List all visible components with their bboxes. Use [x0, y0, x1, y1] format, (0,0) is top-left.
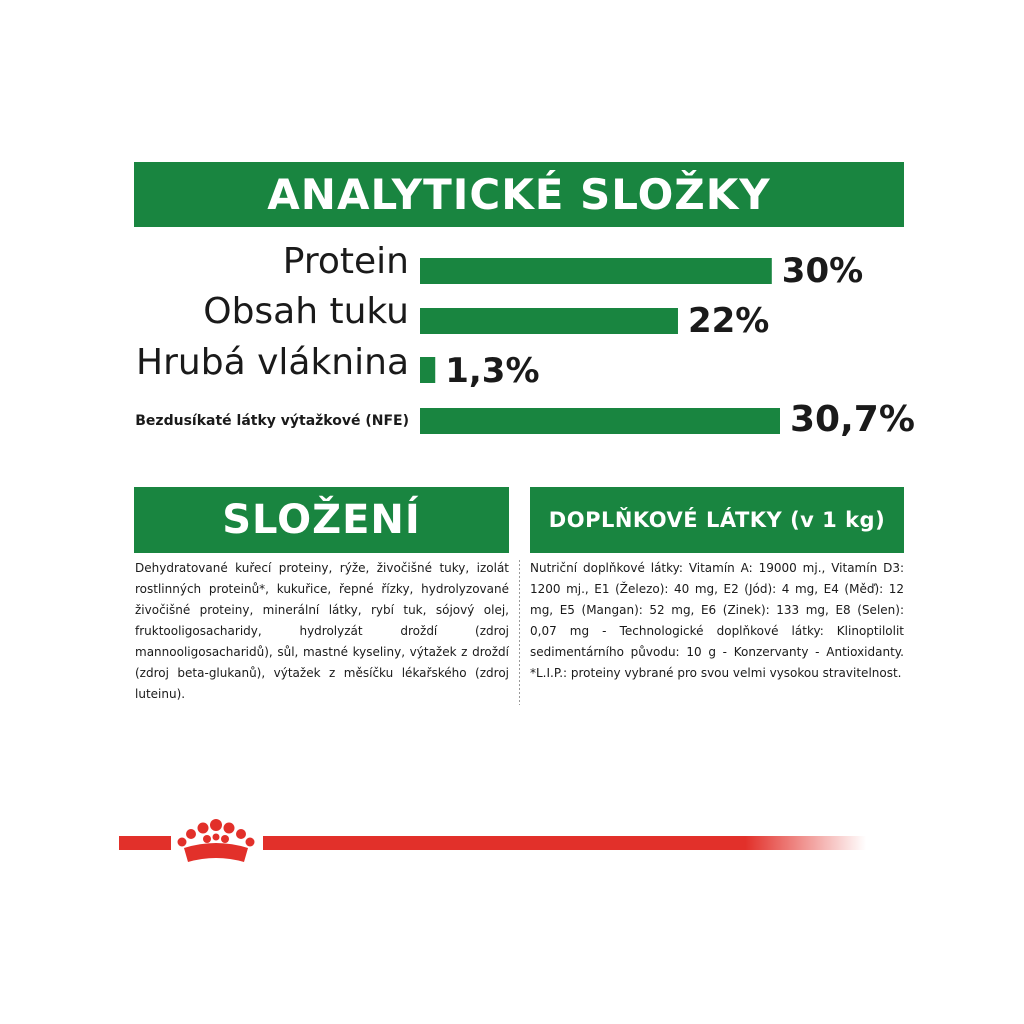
- category-label-2: Hrubá vláknina: [136, 342, 409, 383]
- composition-text: Dehydratované kuřecí proteiny, rýže, živočišné tuky, izolát rostlinných proteinů*, kukuřice, řepné řízky, hydrolyzované živočišné proteiny, minerální látky, rybí tuk, sójový olej, fruktooligosacharidy, hydrolyzát droždí (zdroj mannooligosacharidů), sůl, mastné kyseliny, výtažek z droždí (zdroj beta-glukanů), výtažek z měsíčku lékařského (zdroj luteinu).: [135, 561, 509, 701]
- category-label-3: Bezdusíkaté látky výtažkové (NFE): [135, 413, 409, 429]
- composition-title: SLOŽENÍ: [134, 487, 509, 553]
- value-label-1: 22%: [687, 301, 770, 341]
- analytical-components-title: ANALYTICKÉ SLOŽKY: [134, 162, 904, 227]
- royal-canin-crown-icon: [174, 818, 258, 864]
- bar-2: [420, 357, 435, 383]
- category-label-0: Protein: [282, 241, 409, 282]
- value-label-2: 1,3%: [445, 351, 540, 391]
- category-label-1: Obsah tuku: [203, 291, 409, 332]
- bar-0: [420, 258, 772, 284]
- bar-1: [420, 308, 678, 334]
- value-label-3: 30,7%: [790, 399, 915, 440]
- column-divider: [519, 560, 520, 705]
- additives-text: Nutriční doplňkové látky: Vitamín A: 19000 mj., Vitamín D3: 1200 mj., E1 (Železo): 40 mg, E2 (Jód): 4 mg, E4 (Měď): 12 mg, E5 (Mangan): 52 mg, E6 (Zinek): 133 mg, E8 (Selen): 0,07 mg - Technologické doplňkové látky: Klinoptilolit sedimentárního původu: 10 g - Konzervanty - Antioxidanty. *L.I.P.: proteiny vybrané pro svou velmi vysokou stravitelnost.: [530, 561, 904, 680]
- footer-red-line-left: [119, 836, 171, 850]
- footer-red-line-right: [263, 836, 866, 850]
- bar-3: [420, 408, 780, 434]
- additives-title: DOPLŇKOVÉ LÁTKY (v 1 kg): [530, 487, 904, 553]
- value-label-0: 30%: [781, 251, 864, 291]
